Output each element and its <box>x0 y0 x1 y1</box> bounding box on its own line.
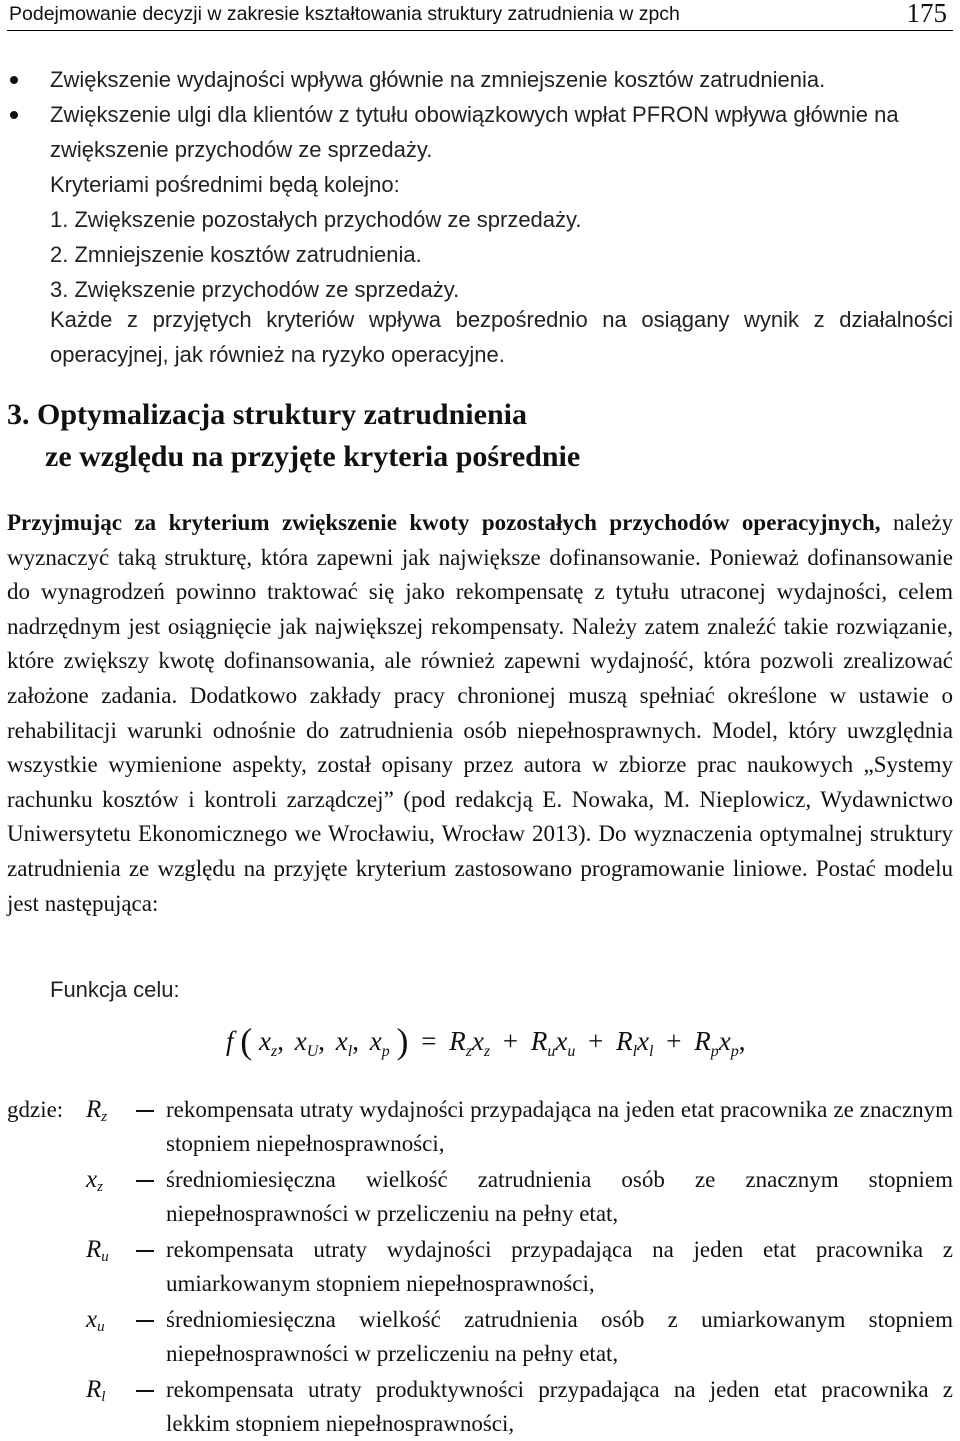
definition-dash <box>136 1390 154 1392</box>
bullet-item <box>0 62 953 97</box>
definition-symbol: $R_u$ <box>86 1236 109 1265</box>
body-bold-lead: Przyjmując za kryterium zwiększenie kwoty pozostałych przychodów operacyjnych, <box>7 510 881 535</box>
formula-arg: $x_U$ <box>294 1026 319 1060</box>
formula-term: $R_zx_z$ <box>449 1026 491 1060</box>
section-title-line1: 3. Optymalizacja struktury zatrudnienia <box>7 398 527 431</box>
definition-item <box>7 1373 953 1441</box>
definitions-lead: gdzie: <box>7 1097 64 1122</box>
bullet-dot-icon <box>10 76 18 84</box>
bullet-item <box>0 97 953 167</box>
definition-dash <box>136 1320 154 1322</box>
formula-arg: $x_p$ <box>369 1026 390 1060</box>
bullet-text: Zwiększenie ulgi dla klientów z tytułu obowiązkowych wpłat PFRON wpływa głównie na zwiększenie przychodów ze sprzedaży. <box>50 102 899 162</box>
formula-f: f <box>226 1026 234 1056</box>
formula-close-paren: ) <box>396 1021 409 1061</box>
formula-plus: + <box>588 1026 604 1056</box>
bullet-dot-icon <box>10 111 18 119</box>
body-paragraph <box>7 506 953 921</box>
definition-item <box>7 1233 953 1301</box>
formula-plus: + <box>502 1026 519 1056</box>
running-title: Podejmowanie decyzji w zakresie kształtowania struktury zatrudnienia w zpch <box>9 3 680 25</box>
criteria-item: 3. Zwiększenie przychodów ze sprzedaży. <box>50 277 460 302</box>
body-text: należy wyznaczyć taką strukturę, która zapewni jak największe dofinansowanie. Ponieważ dofinansowanie do wynagrodzeń powinno traktować się jako rekompensatę z tytułu utraconej wydajności, celem nadrzędnym jest osiągnięcie jak największej rekompensaty. Należy zatem znaleźć takie rozwiązanie, które zwiększy kwotę dofinansowania, ale również zapewni wydajność, która pozwoli zrealizować założone zadania. Dodatkowo zakłady pracy chronionej muszą spełniać określone w ustawie o rehabilitacji warunki odnośnie do zatrudnienia osób niepełnosprawnych. Model, który uwzględnia wszystkie wymienione aspekty, został opisany przez autora w zbiorze prac naukowych „Systemy rachunku kosztów i kontroli zarządczej” (pod redakcją E. Nowaka, M. Nieplowicz, Wydawnictwo Uniwersytetu Ekonomicznego we Wrocławiu, Wrocław 2013). Do wyznaczenia optymalnej struktury zatrudnienia ze względu na przyjęte kryterium zastosowano programowanie liniowe. Postać modelu jest następująca: <box>7 510 954 916</box>
section-title <box>7 394 907 478</box>
definition-symbol: $x_u$ <box>86 1306 105 1335</box>
formula-term: $R_ux_u$ <box>530 1026 576 1060</box>
section-title-line2: ze względu na przyjęte kryteria pośrednie <box>45 440 581 473</box>
definition-text: średniomiesięczna wielkość zatrudnienia osób ze znacznym stopniem niepełnosprawności w przeliczeniu na pełny etat, <box>166 1167 953 1226</box>
formula-term: $R_px_p$ <box>694 1026 739 1060</box>
formula-arg: $x_z$ <box>259 1026 278 1060</box>
definition-dash <box>136 1250 154 1252</box>
definition-symbol: $x_z$ <box>86 1166 103 1195</box>
definition-item <box>7 1303 953 1371</box>
definition-item <box>7 1163 953 1231</box>
bullet-text: Zwiększenie wydajności wpływa głównie na zmniejszenie kosztów zatrudnienia. <box>50 67 826 92</box>
criteria-item: 1. Zwiększenie pozostałych przychodów ze sprzedaży. <box>50 207 582 232</box>
objective-function-label: Funkcja celu: <box>50 977 180 1002</box>
criteria-item: 2. Zmniejszenie kosztów zatrudnienia. <box>50 242 422 267</box>
definition-text: średniomiesięczna wielkość zatrudnienia osób z umiarkowanym stopniem niepełnosprawności w przeliczeniu na pełny etat, <box>166 1307 953 1366</box>
criteria-intro: Kryteriami pośrednimi będą kolejno: <box>50 172 400 197</box>
formula-plus: + <box>666 1026 682 1056</box>
definition-dash <box>136 1180 154 1182</box>
definition-dash <box>136 1110 154 1112</box>
definition-text: rekompensata utraty produktywności przypadająca na jeden etat pracownika z lekkim stopniem niepełnosprawności, <box>166 1377 953 1436</box>
objective-formula: f ( $x_z$, $x_U$, $x_l$, $x_p$ ) = $R_zx_z + R_ux_u + R_lx_l + R_px_p$, <box>226 1021 746 1061</box>
symbol-definitions <box>7 1093 953 1441</box>
criteria-closing: Każde z przyjętych kryteriów wpływa bezpośrednio na osiągany wynik z działalności operacyjnej, jak również na ryzyko operacyjne. <box>50 307 953 367</box>
definition-text: rekompensata utraty wydajności przypadająca na jeden etat pracownika z umiarkowanym stopniem niepełnosprawności, <box>166 1237 953 1296</box>
formula-arg: $x_l$ <box>335 1026 353 1060</box>
running-header <box>7 0 953 31</box>
definition-symbol: $R_z$ <box>86 1096 108 1125</box>
formula-open-paren: ( <box>240 1021 253 1061</box>
bullet-list <box>0 62 953 167</box>
definition-text: rekompensata utraty wydajności przypadająca na jeden etat pracownika ze znacznym stopniem niepełnosprawności, <box>166 1097 953 1156</box>
formula-equals: = <box>421 1026 437 1056</box>
definition-symbol: $R_l$ <box>86 1376 106 1405</box>
page-number: 175 <box>906 0 947 28</box>
formula-term: $R_lx_l$ <box>616 1026 654 1060</box>
definition-item <box>7 1093 953 1161</box>
